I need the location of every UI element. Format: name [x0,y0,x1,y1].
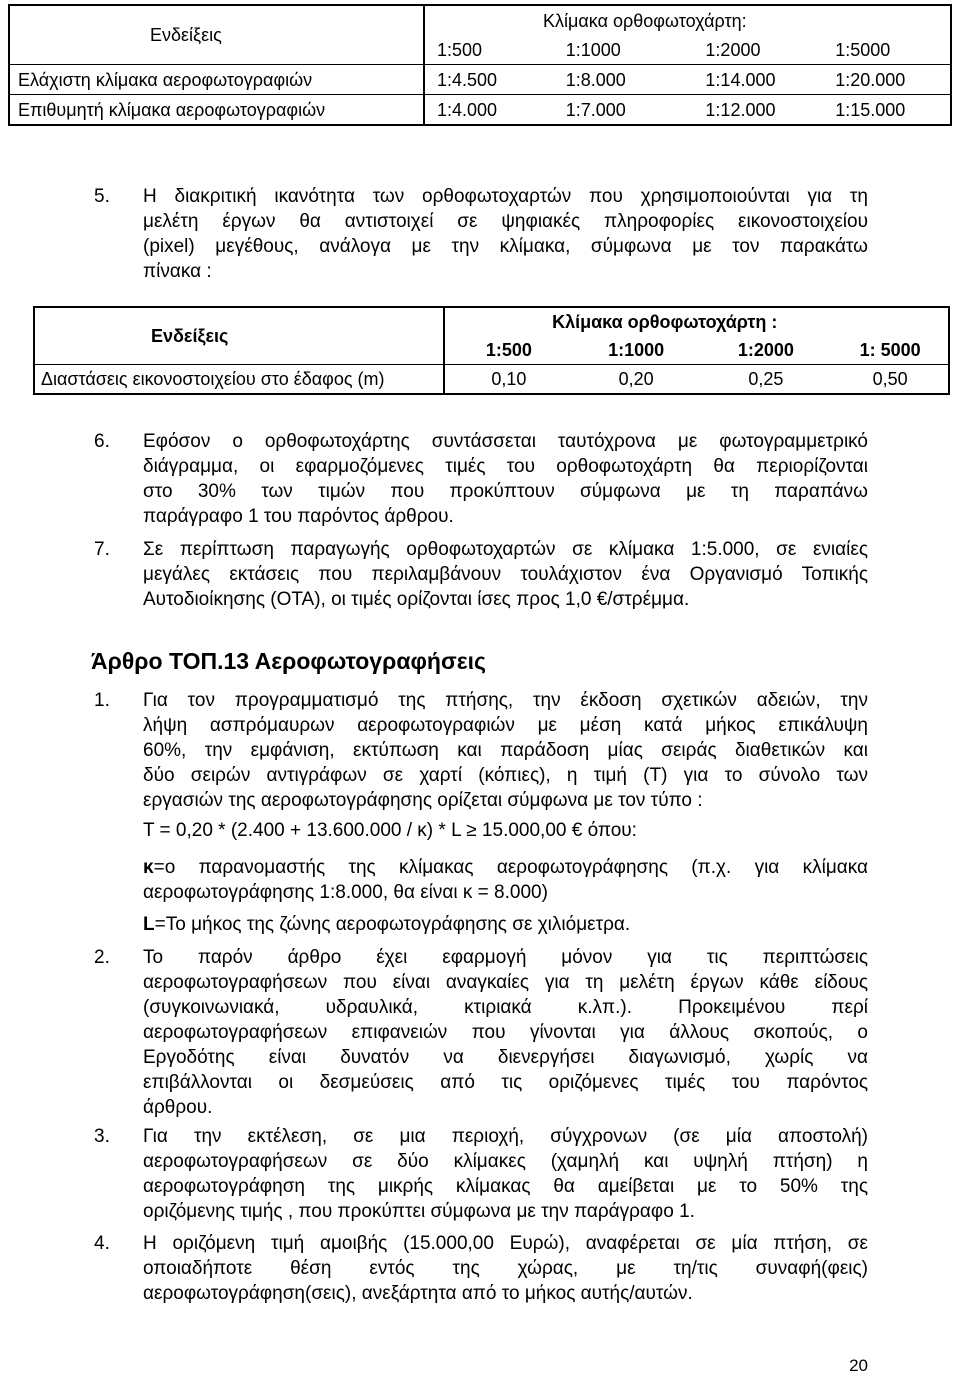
text-line: μελέτη έργων θα αντιστοιχεί σε ψηφιακές πληροφορίες εικονοστοιχείου [143,211,868,232]
indicator-header: Ενδείξεις [34,307,444,365]
table-row [9,65,951,95]
table-cell: 0,10 [444,365,573,395]
text-line: Εφόσον ο ορθοφωτοχάρτης συντάσσεται ταυτόχρονα με φωτογραμμετρικό [143,431,868,452]
scale-cell: 1:2000 [705,39,761,60]
text-line: Το παρόν άρθρο έχει εφαρμογή μόνον για τις περιπτώσεις [143,947,868,968]
scale-header: Κλίμακα ορθοφωτοχάρτη: [543,10,747,31]
row-label: Διαστάσεις εικονοστοιχείου στο έδαφος (m) [34,365,444,395]
scale-cell: 1:500 [485,340,532,360]
min-scale-table [8,4,952,126]
table-cell: 0,25 [700,365,833,395]
k-symbol: κ [143,857,154,878]
table-cell: 1:7.000 [554,95,688,126]
table-row [34,365,949,395]
text-line: πίνακα : [143,261,212,282]
text-line: δύο σειρών αντιγράφων σε χαρτί (κόπιες), η τιμή (Τ) για το σύνολο των [143,765,868,786]
row-label: Επιθυμητή κλίμακα αεροφωτογραφιών [9,95,424,126]
text-line: επιβάλλονται οι δεσμεύσεις από τις οριζόμενες τιμές του παρόντος [143,1072,868,1093]
text-line: οριζόμενης τιμής , που προκύπτει σύμφωνα με την παράγραφο 1. [143,1201,695,1222]
text-line: αεροφωτογράφηση της μικρής κλίμακας θα αμείβεται με το 50% της [143,1176,868,1197]
text-line: παράγραφο 1 του παρόντος άρθρου. [143,506,454,527]
text-line: Η οριζόμενη τιμή αμοιβής (15.000,00 Ευρώ), αναφέρεται σε μία πτήση, σε [143,1233,868,1254]
article-paragraph-1 [94,688,868,813]
text-line: Για τον προγραμματισμό της πτήσης, την έκδοση σχετικών αδειών, την [143,690,868,711]
text-line: (pixel) μεγέθους, ανάλογα με την κλίμακα, σύμφωνα με τον παρακάτω [143,236,868,257]
text-line: στο 30% των τιμών που προκύπτουν σύμφωνα με τη παραπάνω [143,481,868,502]
text-line: οποιαδήποτε θέση εντός της χώρας, με τη/τις συναφή(φεις) [143,1258,868,1279]
pixel-size-table [33,306,950,395]
page-number: 20 [849,1356,868,1375]
scale-cell: 1:500 [437,39,483,60]
table-cell: 1:14.000 [687,65,821,95]
text-line: Εργοδότης είναι δυνατόν να διενεργήσει διαγωνισμό, χωρίς να [143,1047,868,1068]
article-paragraph-4 [94,1231,868,1306]
text-line: Η διακριτική ικανότητα των ορθοφωτοχαρτών που χρησιμοποιούνται για τη [143,186,868,207]
table-row [9,95,951,126]
paragraph-7 [94,537,868,612]
k-definition-text: =ο παρανομαστής της κλίμακας αεροφωτογράφησης (π.χ. για κλίμακα [153,857,868,878]
text-line: διάγραμμα, οι εφαρμοζόμενες τιμές του ορθοφωτοχάρτη θα περιορίζονται [143,456,868,477]
article-heading: Άρθρο ΤΟΠ.13 Αεροφωτογραφήσεις [91,648,486,674]
text-line: Αυτοδιοίκησης (ΟΤΑ), οι τιμές ορίζονται ίσες προς 1,0 €/στρέμμα. [143,589,690,610]
text-line: 60%, την εμφάνιση, εκτύπωση και παράδοση μίας σειράς διαθετικών και [143,740,868,761]
text-line: αεροφωτογραφήσεων που είναι αναγκαίες για τη μελέτη έργων κάθε είδους [143,972,868,993]
l-definition [143,912,630,937]
scale-cell: 1:5000 [835,39,891,60]
scale-cell: 1:1000 [565,39,621,60]
paragraph-number: 2. [94,947,110,968]
paragraph-number: 6. [94,431,110,452]
l-symbol: L [143,914,155,935]
text-line: Σε περίπτωση παραγωγής ορθοφωτοχαρτών σε κλίμακα 1:5.000, σε ενιαίες [143,539,868,560]
text-line: μεγάλες εκτάσεις που περιλαμβάνουν τουλάχιστον ένα Οργανισμό Τοπικής [143,564,868,585]
row-label: Ελάχιστη κλίμακα αεροφωτογραφιών [9,65,424,95]
text-line: εργασιών της αεροφωτογράφησης ορίζεται σύμφωνα με τον τύπο : [143,790,703,811]
text-line: αεροφωτογράφησης 1:8.000, θα είναι κ = 8.000) [143,882,548,903]
table-cell: 1:4.500 [424,65,554,95]
text-line: αεροφωτογράφηση(σεις), ανεξάρτητα από το μήκος αυτής/αυτών. [143,1283,693,1304]
table-cell: 1:20.000 [821,65,951,95]
paragraph-number: 7. [94,539,110,560]
text-line: Για την εκτέλεση, σε μια περιοχή, σύγχρονων (σε μία αποστολή) [143,1126,868,1147]
paragraph-number: 3. [94,1126,110,1147]
k-definition [143,855,868,905]
text-line: αεροφωτογραφήσεων επιφανειών που γίνονται για άλλους σκοπούς, ο [143,1022,868,1043]
text-line: αεροφωτογραφήσεων σε δύο κλίμακες (χαμηλή και υψηλή πτήση) η [143,1151,868,1172]
text-line: άρθρου. [143,1097,213,1118]
table-cell: 0,20 [573,365,700,395]
paragraph-5 [94,184,868,284]
paragraph-6 [94,429,868,529]
table-cell: 1:12.000 [687,95,821,126]
scale-cell: 1:2000 [737,340,794,360]
l-definition-text: =Το μήκος της ζώνης αεροφωτογράφησης σε χιλιόμετρα. [154,914,631,935]
text-line: λήψη ασπρόμαυρων αεροφωτογραφιών με μέση κατά μήκος επικάλυψη [143,715,868,736]
indicator-header: Ενδείξεις [9,5,424,65]
paragraph-number: 1. [94,690,110,711]
scale-cell: 1:1000 [608,340,665,360]
scale-cell: 1: 5000 [859,340,921,360]
article-paragraph-3 [94,1124,868,1224]
table-cell: 1:8.000 [554,65,688,95]
cost-formula: T = 0,20 * (2.400 + 13.600.000 / κ) * L ≥ 15.000,00 € όπου: [143,820,637,841]
table-cell: 0,50 [832,365,949,395]
scale-header: Κλίμακα ορθοφωτοχάρτη : [552,312,778,332]
paragraph-number: 5. [94,186,110,207]
paragraph-number: 4. [94,1233,110,1254]
table-cell: 1:4.000 [424,95,554,126]
text-line: (συγκοινωνιακά, υδραυλικά, κτιριακά κ.λπ.). Προκειμένου περί [143,997,868,1018]
table-cell: 1:15.000 [821,95,951,126]
article-paragraph-2 [94,945,868,1120]
